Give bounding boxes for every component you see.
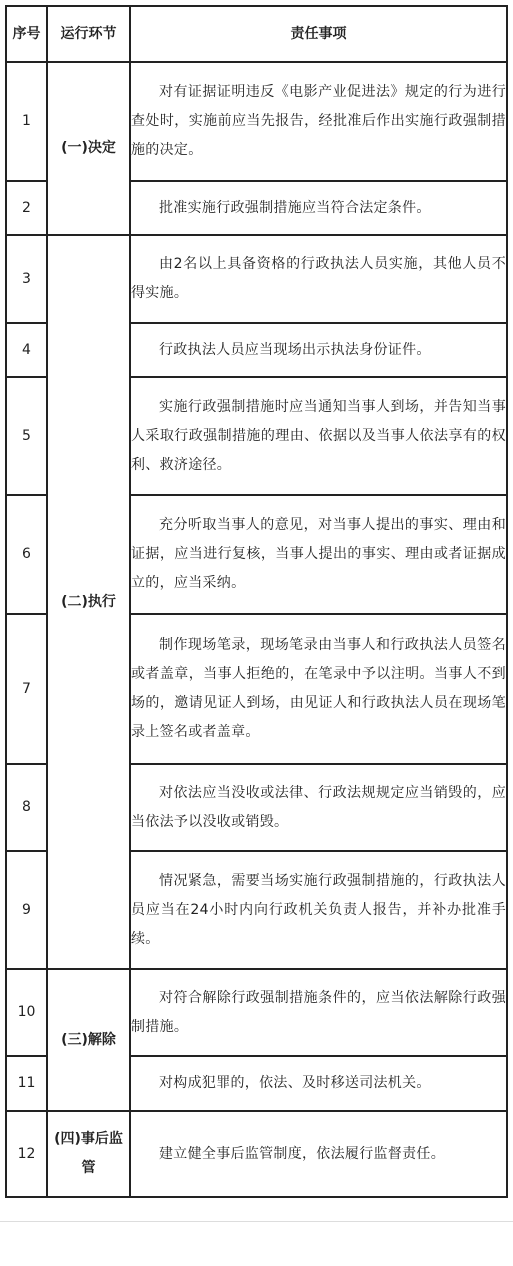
row-number: 5 — [6, 377, 47, 495]
stage-supervise: (四)事后监管 — [47, 1111, 130, 1197]
row-number: 2 — [6, 181, 47, 235]
table-row — [6, 62, 507, 181]
row-number: 10 — [6, 969, 47, 1056]
row-number: 6 — [6, 495, 47, 614]
table-row — [6, 235, 507, 323]
row-number: 7 — [6, 614, 47, 764]
stage-execute: (二)执行 — [47, 235, 130, 969]
table-row — [6, 969, 507, 1056]
header-row — [6, 6, 507, 62]
row-text: 行政执法人员应当现场出示执法身份证件。 — [130, 323, 507, 377]
page-divider — [0, 1221, 513, 1222]
row-text: 对构成犯罪的，依法、及时移送司法机关。 — [130, 1056, 507, 1111]
row-number: 8 — [6, 764, 47, 851]
header-no: 序号 — [6, 6, 47, 62]
row-text: 建立健全事后监管制度，依法履行监督责任。 — [130, 1111, 507, 1197]
row-text: 实施行政强制措施时应当通知当事人到场，并告知当事人采取行政强制措施的理由、依据以及当事人依法享有的权利、救济途径。 — [130, 377, 507, 495]
row-text: 制作现场笔录，现场笔录由当事人和行政执法人员签名或者盖章，当事人拒绝的，在笔录中予以注明。当事人不到场的，邀请见证人到场，由见证人和行政执法人员在现场笔录上签名或者盖章。 — [130, 614, 507, 764]
responsibility-table — [5, 5, 508, 1198]
row-number: 1 — [6, 62, 47, 181]
stage-release: (三)解除 — [47, 969, 130, 1111]
row-text: 对有证据证明违反《电影产业促进法》规定的行为进行查处时，实施前应当先报告，经批准后作出实施行政强制措施的决定。 — [130, 62, 507, 181]
row-text: 批准实施行政强制措施应当符合法定条件。 — [130, 181, 507, 235]
row-number: 11 — [6, 1056, 47, 1111]
row-text: 充分听取当事人的意见，对当事人提出的事实、理由和证据，应当进行复核，当事人提出的事实、理由或者证据成立的，应当采纳。 — [130, 495, 507, 614]
row-text: 情况紧急，需要当场实施行政强制措施的，行政执法人员应当在24小时内向行政机关负责人报告，并补办批准手续。 — [130, 851, 507, 969]
stage-decide: (一)决定 — [47, 62, 130, 235]
header-duty: 责任事项 — [130, 6, 507, 62]
row-number: 9 — [6, 851, 47, 969]
row-text: 对符合解除行政强制措施条件的，应当依法解除行政强制措施。 — [130, 969, 507, 1056]
row-number: 12 — [6, 1111, 47, 1197]
row-number: 4 — [6, 323, 47, 377]
row-number: 3 — [6, 235, 47, 323]
row-text: 对依法应当没收或法律、行政法规规定应当销毁的，应当依法予以没收或销毁。 — [130, 764, 507, 851]
table-row — [6, 1111, 507, 1197]
row-text: 由2名以上具备资格的行政执法人员实施，其他人员不得实施。 — [130, 235, 507, 323]
header-stage: 运行环节 — [47, 6, 130, 62]
